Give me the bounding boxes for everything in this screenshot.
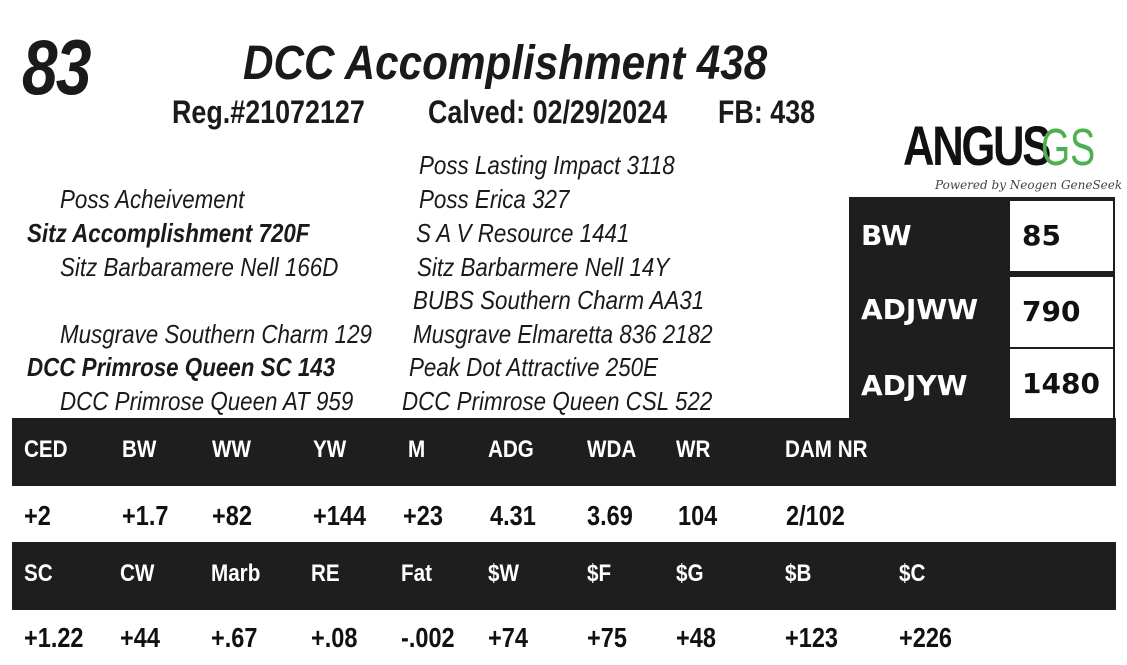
- pedigree-dsd: Musgrave Elmaretta 836 2182: [413, 319, 713, 349]
- epd-header: SC: [24, 560, 53, 587]
- epd-header: DAM NR: [785, 436, 868, 463]
- epd-value: 4.31: [490, 500, 536, 531]
- epd-value: +2: [24, 500, 51, 531]
- pedigree-sds: S A V Resource 1441: [416, 218, 630, 248]
- epd-header: M: [408, 436, 426, 463]
- epd-header: WW: [212, 436, 251, 463]
- epd-header: YW: [313, 436, 347, 463]
- pedigree-sd: Sitz Barbaramere Nell 166D: [60, 252, 339, 282]
- epd-header: ADG: [488, 436, 534, 463]
- stat-label-adjww: ADJWW: [861, 293, 979, 326]
- angus-gs-logo: [903, 114, 1123, 198]
- epd-value: -.002: [401, 622, 455, 653]
- stat-value-adjyw: 1480: [1022, 367, 1100, 400]
- epd-value: +48: [676, 622, 716, 653]
- pedigree-dss: BUBS Southern Charm AA31: [413, 285, 705, 315]
- epd-value: +23: [403, 500, 443, 531]
- epd-header: $B: [785, 560, 812, 587]
- pedigree-ss: Poss Acheivement: [60, 184, 245, 214]
- epd-value: +226: [899, 622, 952, 653]
- epd-header: $F: [587, 560, 612, 587]
- logo-gs-text: GS: [1041, 119, 1096, 177]
- epd-value: +44: [120, 622, 160, 653]
- epd-header: RE: [311, 560, 340, 587]
- epd-value: 3.69: [587, 500, 633, 531]
- epd-value: 104: [678, 500, 718, 531]
- pedigree-sdd: Sitz Barbarmere Nell 14Y: [417, 252, 670, 282]
- registration-number: Reg.#21072127: [172, 94, 365, 130]
- pedigree-ds: Musgrave Southern Charm 129: [60, 319, 372, 349]
- pedigree-sss: Poss Lasting Impact 3118: [419, 150, 675, 180]
- animal-name: DCC Accomplishment 438: [243, 37, 768, 90]
- epd-header-band-2: [12, 542, 1116, 610]
- epd-values-row-2: [12, 610, 1116, 665]
- epd-header: $C: [899, 560, 926, 587]
- epd-value: +123: [785, 622, 838, 653]
- epd-value: +1.22: [24, 622, 84, 653]
- epd-value: +144: [313, 500, 366, 531]
- stat-box-adjww: [1010, 277, 1113, 347]
- epd-header: Fat: [401, 560, 432, 587]
- pedigree-dds: Peak Dot Attractive 250E: [409, 352, 658, 382]
- logo-angus-text: ANGUS: [903, 114, 1050, 177]
- epd-header: WR: [676, 436, 711, 463]
- epd-value: +1.7: [122, 500, 169, 531]
- actual-weights-panel: [849, 197, 1115, 419]
- stat-label-bw: BW: [861, 219, 912, 252]
- epd-value: 2/102: [786, 500, 845, 531]
- stat-value-adjww: 790: [1022, 295, 1081, 328]
- epd-values-row-1: [12, 486, 1116, 542]
- epd-value: +.08: [311, 622, 358, 653]
- stat-box-bw: [1010, 201, 1113, 271]
- stat-box-adjyw: [1010, 349, 1113, 419]
- epd-header: $G: [676, 560, 704, 587]
- stat-label-adjyw: ADJYW: [861, 369, 968, 402]
- pedigree-ssd: Poss Erica 327: [419, 184, 570, 214]
- calved-date: Calved: 02/29/2024: [428, 94, 668, 130]
- epd-value: +74: [488, 622, 528, 653]
- epd-header: $W: [488, 560, 519, 587]
- stat-value-bw: 85: [1022, 219, 1061, 252]
- pedigree-dam: DCC Primrose Queen SC 143: [27, 352, 336, 382]
- fb-number: FB: 438: [718, 94, 816, 130]
- epd-header: Marb: [211, 560, 261, 587]
- epd-header: CW: [120, 560, 155, 587]
- epd-header: BW: [122, 436, 157, 463]
- pedigree-dd: DCC Primrose Queen AT 959: [60, 386, 354, 416]
- epd-header-band-1: [12, 418, 1116, 486]
- epd-value: +.67: [211, 622, 258, 653]
- epd-header: CED: [24, 436, 68, 463]
- lot-number: 83: [22, 23, 90, 111]
- epd-value: +82: [212, 500, 252, 531]
- epd-value: +75: [587, 622, 627, 653]
- pedigree-ddd: DCC Primrose Queen CSL 522: [402, 386, 713, 416]
- logo-tagline: Powered by Neogen GeneSeek: [935, 178, 1123, 192]
- epd-header: WDA: [587, 436, 637, 463]
- pedigree-sire: Sitz Accomplishment 720F: [27, 218, 310, 248]
